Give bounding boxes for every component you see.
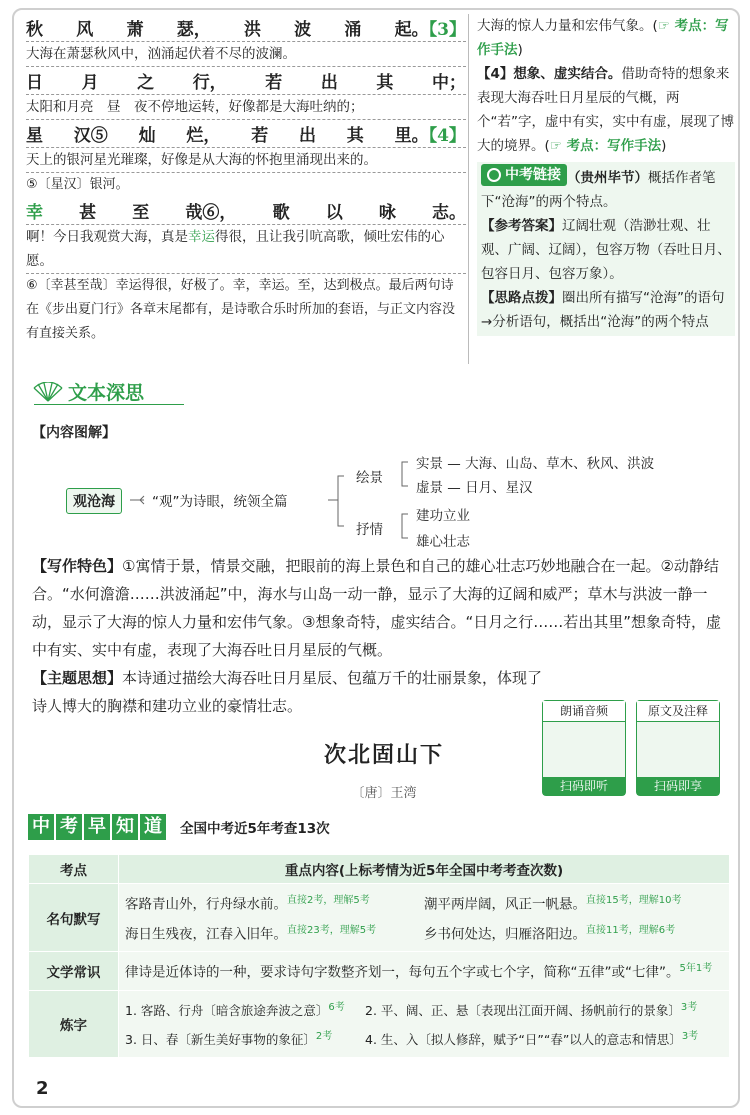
exam-link-box: 中考链接 （贵州毕节）概括作者笔下“沧海”的两个特点。 【参考答案】辽阔壮观（浩渺壮观、壮观、广阔、辽阔），包容万物（吞吐日月、包容日月、包容万象）。 【思路点拨】圈出所有描写“沧海”的语句→分析语句，概括出“沧海”的两个特点 — [477, 162, 735, 336]
section-header — [32, 378, 144, 405]
diagram-leaf-ambition: 雄心壮志 — [416, 534, 470, 550]
diagram-leaf-virtual: 虚景 — 日月、星汉 — [416, 480, 533, 496]
writing-features: 【写作特色】①寓情于景，情景交融，把眼前的海上景色和自己的雄心壮志巧妙地融合在一起。②动静结合。“水何澹澹……洪波涌起”中，海水与山岛一动一静，显示了大海的辽阔和威严；草木与洪波一静一动，显示了大海的惊人力量和宏伟气象。③想象奇特，虚实结合。“日月之行……若出其里”想象奇特，虚中有实、实中有虚，表现了大海吞吐日月星辰的气概。 — [32, 557, 721, 659]
table-row: 文学常识 律诗是近体诗的一种，要求诗句字数整齐划一，每句五个字或七个字，简称“五律”或“七律”。$^{5年1考}$ — [29, 952, 730, 991]
poem-translation-4: 啊！今日我观赏大海，真是幸运得很，且让我引吭高歌，倾吐宏伟的心愿。 — [26, 225, 466, 274]
diagram-branch-scenery: 绘景 — [356, 470, 383, 486]
solution-hint: 【思路点拨】圈出所有描写“沧海”的语句→分析语句，概括出“沧海”的两个特点 — [481, 290, 725, 330]
column-divider — [468, 14, 469, 364]
poem-line-4: 幸 甚 至 哉⑥， 歌 以 咏 志。 — [26, 197, 466, 225]
fan-icon — [32, 382, 64, 402]
table-row: 名句默写 客路青山外，行舟绿水前。$^{直接2考,理解5考}$ 潮平两岸阔，风正一帆悬。$^{直接15考,理解10考}$ 海日生残夜，江春入旧年。$^{直接23考,理解5考}$ 乡书何处达，归雁洛阳边。$^{直接11考,理解6考}$ — [29, 884, 730, 952]
poem-annotation-column — [26, 14, 466, 346]
footnote-6: ⑥〔幸甚至哉〕幸运得很，好极了。幸，幸运。至，达到极点。最后两句诗在《步出夏门行》各章末尾都有，是诗歌合乐时所加的套语，与正文内容没有直接关系。 — [26, 278, 456, 341]
poem-line-3: 星 汉⑤ 灿 烂， 若 出 其 里。【4】 — [26, 120, 466, 148]
section-underline — [34, 404, 184, 405]
analysis-column — [477, 14, 735, 336]
poem-translation-1: 大海在萧瑟秋风中，汹涌起伏着不尽的波澜。 — [26, 42, 466, 67]
exam-link-tag: 中考链接 — [481, 164, 567, 186]
page — [12, 8, 740, 1108]
exam-banner: 中 考 早 知 道 全国中考近5年考查13次 — [28, 814, 330, 840]
analysis-point-4: 【4】想象、虚实结合。借助奇特的想象来表现大海吞吐日月星辰的气概，两个“若”字，虚中有实，实中有虚，展现了博大的境界。(☞ 考点：写作手法) — [477, 66, 734, 154]
exam-point-tag: ☞ 考点：写作手法 — [549, 138, 662, 154]
annotation-marker: 【4】 — [428, 126, 466, 146]
poem-line-2: 日 月 之 行， 若 出 其 中； — [26, 67, 466, 95]
table-header-row: 考点 重点内容(上标考情为近5年全国中考考查次数) — [29, 855, 730, 884]
section-title: 文本深思 — [68, 382, 145, 404]
poem-translation-2: 太阳和月亮 昼 夜不停地运转，好像都是大海吐纳的； — [26, 95, 466, 120]
annotation-marker: 【3】 — [428, 20, 466, 40]
poem-translation-3: 天上的银河星光璀璨，好像是从大海的怀抱里涌现出来的。 — [26, 148, 466, 173]
diagram-branch-emotion: 抒情 — [356, 522, 383, 538]
diagram-root: 观沧海 — [66, 488, 122, 514]
diagram-root-note: “观”为诗眼，统领全篇 — [152, 494, 288, 510]
qr-audio[interactable]: 朗诵音频 扫码即听 — [542, 700, 626, 796]
exam-table — [28, 854, 730, 1058]
footnote-5: ⑤〔星汉〕银河。 — [26, 177, 129, 192]
diagram-leaf-real: 实景 — 大海、山岛、草木、秋风、洪波 — [416, 456, 655, 472]
content-diagram — [64, 446, 740, 556]
reference-answer: 【参考答案】辽阔壮观（浩渺壮观、壮观、广阔、辽阔），包容万物（吞吐日月、包容日月、包容万象）。 — [481, 218, 731, 282]
page-number: 2 — [36, 1078, 49, 1099]
analysis-point-3: 大海的惊人力量和宏伟气象。(☞ 考点：写作手法) — [477, 18, 729, 58]
link-icon — [487, 168, 501, 182]
diagram-leaf-career: 建功立业 — [416, 508, 470, 524]
table-row: 炼字 1. 客路、行舟〔暗含旅途奔波之意〕$^{6考}$ 2. 平、阔、正、悬〔表现出江面开阔、扬帆前行的景象〕$^{3考}$ 3. 日、春〔新生美好事物的象征〕$^{2考}$ 4. 生、入〔拟人修辞，赋予“日”“春”以人的意志和情思〕$^{3考}$ — [29, 990, 730, 1057]
exam-point-tag: ☞ 考点：写作手法 — [477, 18, 729, 58]
poem-line-1: 秋 风 萧 瑟， 洪 波 涌 起。【3】 — [26, 14, 466, 42]
poem-title: 次北固山下 — [323, 743, 444, 768]
exam-banner-subtitle: 全国中考近5年考查13次 — [180, 821, 330, 837]
poem-author: 〔唐〕王湾 — [351, 786, 417, 801]
qr-text[interactable]: 原文及注释 扫码即享 — [636, 700, 720, 796]
diagram-title: 【内容图解】 — [32, 425, 116, 441]
theme-thought: 【主题思想】本诗通过描绘大海吞吐日月星辰、包蕴万千的壮丽景象，体现了诗人博大的胸襟和建功立业的豪情壮志。 — [32, 669, 543, 715]
